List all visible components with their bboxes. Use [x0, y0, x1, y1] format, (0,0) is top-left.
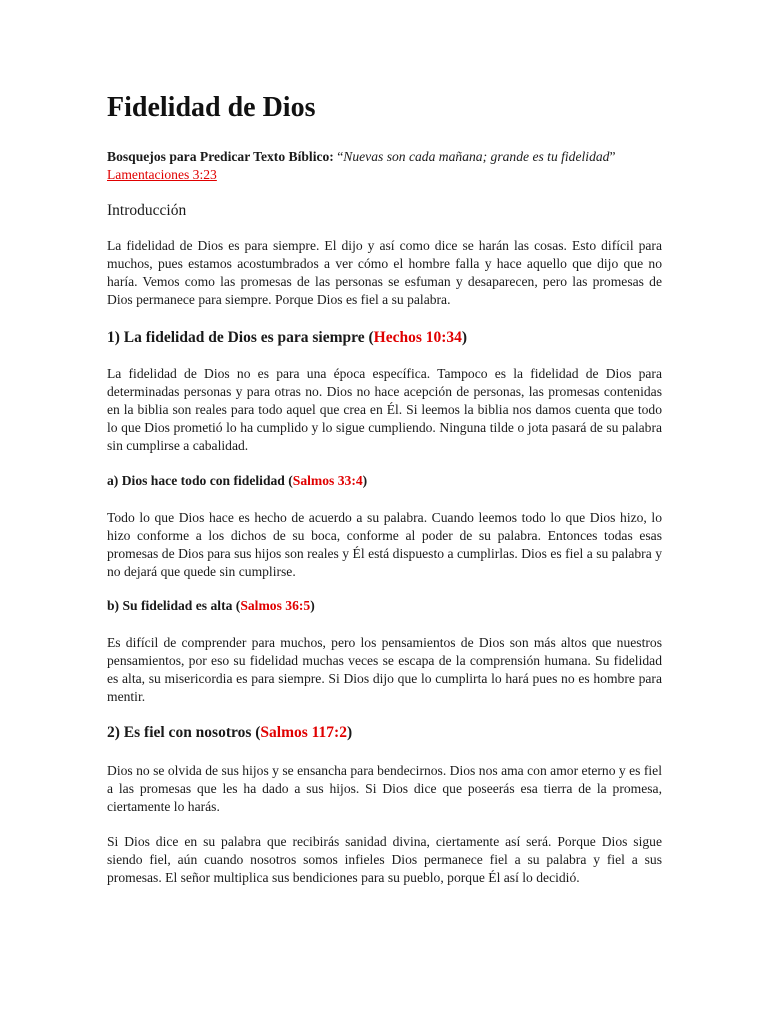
section-1-heading-close: ): [461, 329, 468, 346]
subtitle-label: Bosquejos para Predicar Texto Bíblico:: [107, 149, 334, 164]
subtitle-line: [107, 148, 662, 184]
section-1b-heading: [107, 598, 662, 614]
salmos-117-reference[interactable]: Salmos 117:2: [260, 724, 347, 741]
section-1b-heading-close: ): [310, 598, 315, 613]
quote-close: ”: [609, 149, 616, 164]
section-1: [107, 329, 662, 347]
hechos-reference[interactable]: Hechos 10:34: [373, 329, 462, 346]
section-1a: [107, 473, 662, 489]
quote-text: Nuevas son cada mañana; grande es tu fidelidad: [343, 149, 610, 164]
section-1b-body: [107, 634, 662, 706]
section-2-paragraph-1: Dios no se olvida de sus hijos y se ensancha para bendecirnos. Dios nos ama con amor eterno y es fiel a las promesas que les ha dado a sus hijos. Si Dios dice que poseerás esa tierra de la promesa, ciertamente lo harás.: [107, 763, 662, 814]
intro-paragraph: La fidelidad de Dios es para siempre. El dijo y así como dice se harán las cosas. Esto difícil para muchos, pues estamos acostumbrados a ver cómo el hombre falla y hace aquello que dijo que no haría. Vemos como las promesas de las personas se esfuman y desaparecen, pero las promesas de Dios permanece para siempre. Porque Dios es fiel a su palabra.: [107, 238, 662, 307]
section-1a-paragraph: Todo lo que Dios hace es hecho de acuerdo a su palabra. Cuando leemos todo lo que Dios hizo, lo hizo conforme a los dichos de su boca, conforme al poder de su palabra. Entonces todas esas promesas de Dios para sus hijos son reales y Él está dispuesto a cumplirlas. Dios es fiel a su palabra y no dejará que quede sin cumplirse.: [107, 510, 662, 579]
section-1b-paragraph: Es difícil de comprender para muchos, pero los pensamientos de Dios son más altos que nuestros pensamientos, por eso su fidelidad muchas veces se escapa de la comprensión humana. Su fidelidad es alta, su misericordia es para siempre. Si Dios dijo que lo cumplirta lo hará pues no es hombre para mentir.: [107, 635, 662, 704]
section-2-heading-text: 2) Es fiel con nosotros (: [107, 724, 261, 741]
intro-section: [107, 202, 662, 220]
section-1a-heading: [107, 473, 662, 489]
lamentaciones-link[interactable]: Lamentaciones 3:23: [107, 167, 217, 182]
section-2-heading-close: ): [346, 724, 353, 741]
section-1a-body: [107, 509, 662, 581]
section-1-body: [107, 365, 662, 455]
quote-open: “: [337, 149, 344, 164]
section-2: [107, 724, 662, 742]
section-2-heading: [107, 724, 662, 742]
section-1-paragraph: La fidelidad de Dios no es para una época específica. Tampoco es la fidelidad de Dios para determinadas personas y para otras no. Dios no hace acepción de personas, las promesas contenidas en la biblia son reales para todo aquel que crea en Él. Si leemos la biblia nos damos cuenta que todo lo que Dios prometió lo ha cumplido y lo sigue cumpliendo. Ninguna tilde o jota pasará de su palabra sin cumplirse a cabalidad.: [107, 366, 662, 453]
section-2-paragraph-2: Si Dios dice en su palabra que recibirás sanidad divina, ciertamente así será. Porque Dios sigue siendo fiel, aún cuando nosotros somos infieles Dios permanece fiel a su palabra y fiel a sus promesas. El señor multiplica sus bendiciones para su pueblo, porque Él así lo decidió.: [107, 834, 662, 885]
salmos-36-reference[interactable]: Salmos 36:5: [240, 598, 311, 613]
section-1-heading: [107, 329, 662, 347]
section-1b: [107, 598, 662, 614]
section-1a-heading-close: ): [362, 473, 368, 488]
section-1-heading-text: 1) La fidelidad de Dios es para siempre (: [107, 329, 374, 346]
section-2-body-2: [107, 833, 662, 887]
page-title: Fidelidad de Dios: [107, 92, 316, 123]
intro-heading: Introducción: [107, 202, 187, 219]
salmos-33-reference[interactable]: Salmos 33:4: [292, 473, 363, 488]
section-1a-heading-text: a) Dios hace todo con fidelidad (: [107, 473, 293, 488]
intro-body: [107, 237, 662, 309]
section-1b-heading-text: b) Su fidelidad es alta (: [107, 598, 241, 613]
section-2-body: [107, 762, 662, 816]
